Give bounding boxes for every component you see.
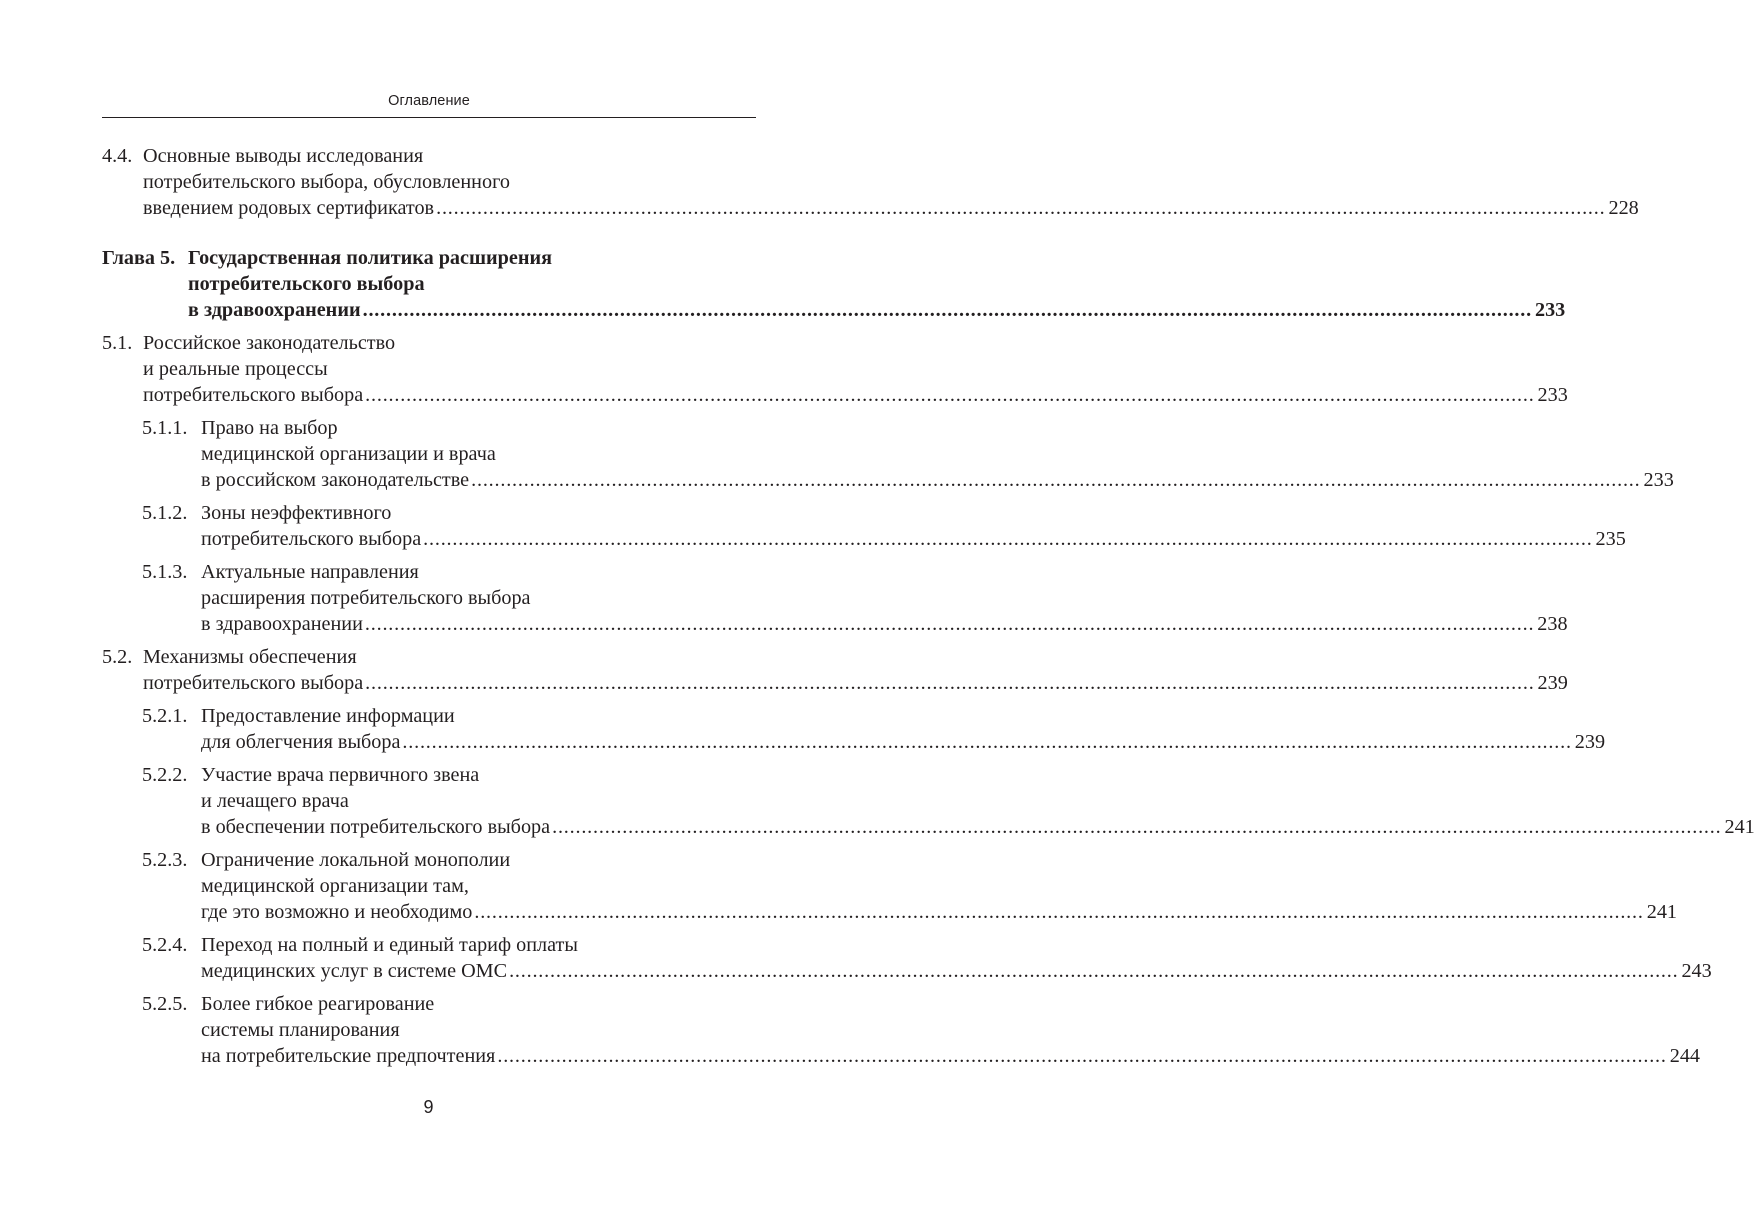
toc-entry-title-line: Механизмы обеспечения xyxy=(143,646,357,668)
page-number: 9 xyxy=(423,1097,434,1117)
toc-page-number: 239 xyxy=(1574,731,1606,753)
dot-leader: ........................................................................................................................................................................................................ xyxy=(509,960,1679,982)
toc-entry-title-line: Зоны неэффективного xyxy=(201,502,392,524)
toc-page-number: 235 xyxy=(1595,528,1626,550)
toc-entry-title-line: медицинской организации там, xyxy=(201,875,469,897)
toc-entry-title-line: Участие врача первичного звена xyxy=(201,764,480,786)
toc-chapter-entry xyxy=(102,245,1566,323)
table-of-contents xyxy=(102,143,1755,1069)
toc-entry-title-line: в здравоохранении xyxy=(201,613,363,635)
toc-entry-title-line: Переход на полный и единый тариф оплаты xyxy=(201,934,578,956)
toc-entry-number: 5.1.2. xyxy=(142,502,188,524)
toc-entry-title-line: Основные выводы исследования xyxy=(143,145,424,167)
toc-entry xyxy=(102,559,1568,637)
toc-entry-title-line: Право на выбор xyxy=(201,417,338,439)
toc-entry-number: 5.2.3. xyxy=(142,849,188,871)
toc-page-number: 228 xyxy=(1608,197,1639,219)
toc-page-number: 233 xyxy=(1643,469,1674,491)
toc-entry xyxy=(102,330,1568,408)
toc-entry-title-line: Более гибкое реагирование xyxy=(201,993,435,1015)
toc-entry-number: 4.4. xyxy=(102,145,133,167)
header-rule xyxy=(102,117,756,118)
toc-entry-title-line: на потребительские предпочтения xyxy=(201,1045,496,1067)
toc-page-number: 233 xyxy=(1537,384,1568,406)
toc-entry xyxy=(102,703,1606,755)
toc-entry-title-line: где это возможно и необходимо xyxy=(201,901,473,923)
toc-entry-number: 5.1. xyxy=(102,332,133,354)
toc-page-number: 243 xyxy=(1681,960,1712,982)
toc-entry-number: 5.2. xyxy=(102,646,133,668)
running-header: Оглавление xyxy=(388,93,470,109)
toc-entry-title-line: Актуальные направления xyxy=(201,561,419,583)
dot-leader: ........................................................................................................................................................................................................ xyxy=(474,901,1644,923)
toc-entry-title-line: системы планирования xyxy=(201,1019,400,1041)
toc-page-number: 239 xyxy=(1537,672,1568,694)
toc-entry-title-line: потребительского выбора xyxy=(143,672,364,694)
toc-entry-title-line: для облегчения выбора xyxy=(201,731,401,753)
toc-entry-number: 5.1.3. xyxy=(142,561,188,583)
toc-entry-title-line: медицинских услуг в системе ОМС xyxy=(201,960,508,982)
toc-entry xyxy=(102,991,1701,1069)
toc-entry-number: 5.2.4. xyxy=(142,934,188,956)
dot-leader: ........................................................................................................................................................................................................ xyxy=(365,384,1535,406)
toc-entry-title-line: Российское законодательство xyxy=(143,332,396,354)
toc-entry-title-line: Ограничение локальной монополии xyxy=(201,849,511,871)
toc-entry-title-line: и реальные процессы xyxy=(143,358,328,380)
toc-entry-title-line: расширения потребительского выбора xyxy=(201,587,531,609)
toc-entry-title-line: потребительского выбора xyxy=(201,528,422,550)
toc-entry-title-line: в российском законодательстве xyxy=(201,469,470,491)
toc-entry-title-line: и лечащего врача xyxy=(201,790,349,812)
toc-entry xyxy=(102,847,1677,925)
dot-leader: ........................................................................................................................................................................................................ xyxy=(497,1045,1667,1067)
dot-leader: ........................................................................................................................................................................................................ xyxy=(423,528,1593,550)
toc-entry-title-line: медицинской организации и врача xyxy=(201,443,496,465)
toc-entry xyxy=(102,143,1639,221)
toc-entry xyxy=(102,932,1712,984)
toc-page-number: 233 xyxy=(1534,299,1566,321)
toc-entry-title-line: в здравоохранении xyxy=(188,299,361,321)
dot-leader: ........................................................................................................................................................................................................ xyxy=(471,469,1641,491)
dot-leader: ........................................................................................................................................................................................................ xyxy=(362,299,1532,321)
toc-entry-number: Глава 5. xyxy=(102,247,176,269)
toc-entry-number: 5.2.2. xyxy=(142,764,188,786)
toc-page-number: 241 xyxy=(1646,901,1677,923)
toc-entry-title-line: Государственная политика расширения xyxy=(188,247,553,269)
toc-entry-title-line: потребительского выбора xyxy=(188,273,425,295)
dot-leader: ........................................................................................................................................................................................................ xyxy=(436,197,1606,219)
dot-leader: ........................................................................................................................................................................................................ xyxy=(365,672,1535,694)
toc-entry-number: 5.2.5. xyxy=(142,993,188,1015)
toc-page-number: 244 xyxy=(1669,1045,1701,1067)
toc-entry-number: 5.2.1. xyxy=(142,705,188,727)
dot-leader: ........................................................................................................................................................................................................ xyxy=(552,816,1722,838)
toc-entry-number: 5.1.1. xyxy=(142,417,188,439)
toc-entry xyxy=(102,415,1674,493)
dot-leader: ........................................................................................................................................................................................................ xyxy=(364,613,1535,635)
toc-entry-title-line: введением родовых сертификатов xyxy=(143,197,435,219)
toc-entry-title-line: в обеспечении потребительского выбора xyxy=(201,816,551,838)
toc-entry-title-line: потребительского выбора, обусловленного xyxy=(143,171,510,193)
toc-entry-title-line: Предоставление информации xyxy=(201,705,455,727)
toc-entry xyxy=(102,500,1626,552)
toc-entry-title-line: потребительского выбора xyxy=(143,384,364,406)
toc-page-number: 241 xyxy=(1724,816,1755,838)
toc-entry xyxy=(102,644,1568,696)
dot-leader: ........................................................................................................................................................................................................ xyxy=(402,731,1572,753)
toc-page-number: 238 xyxy=(1537,613,1568,635)
toc-entry xyxy=(102,762,1755,840)
